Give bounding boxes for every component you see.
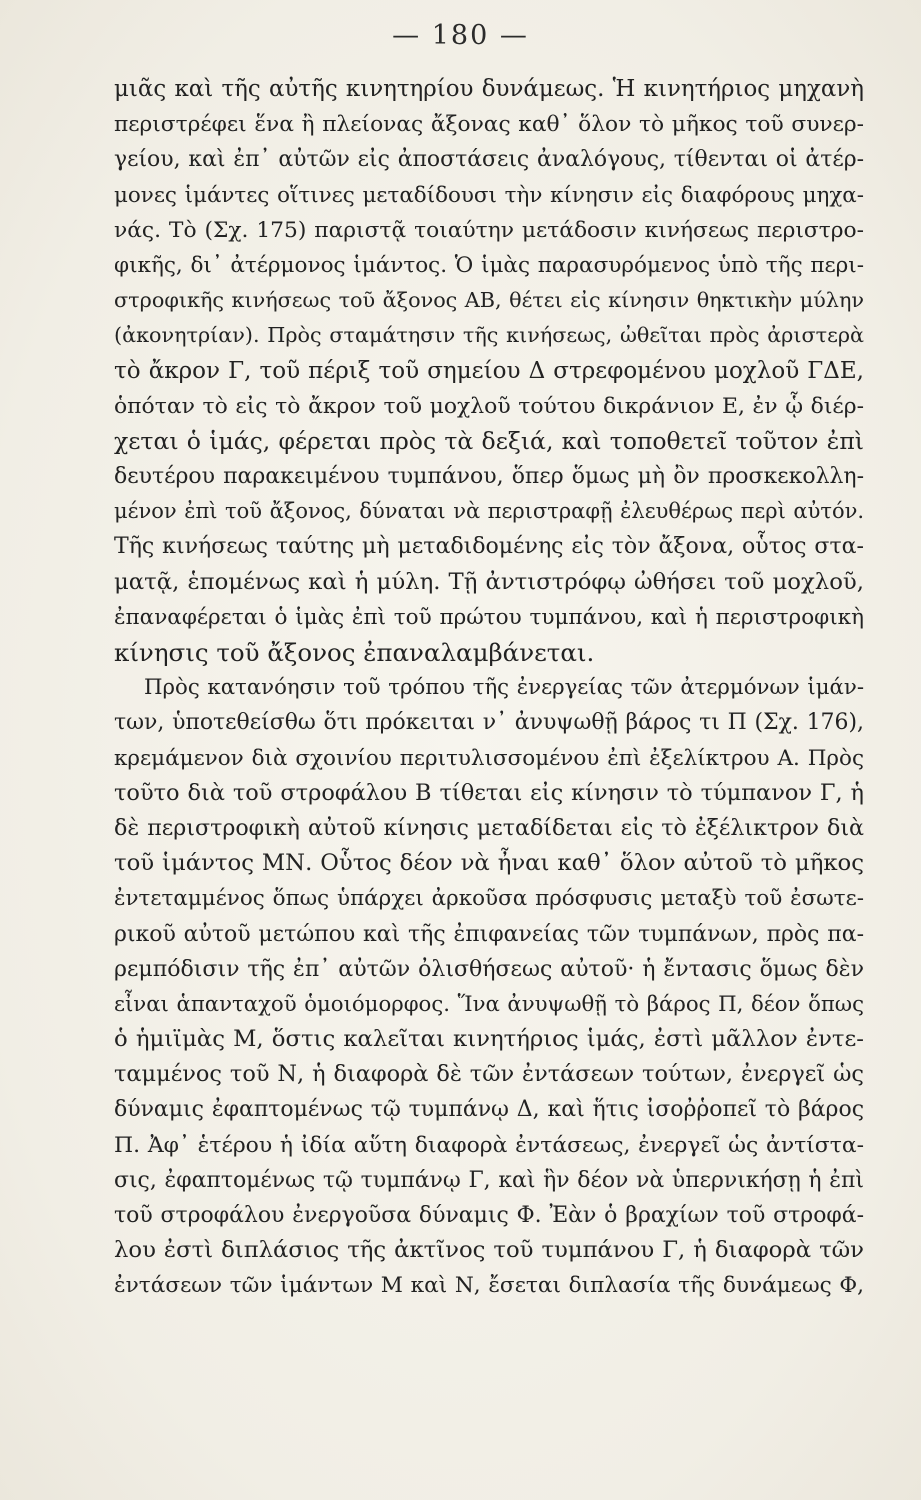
text-line: τοῦ στροφάλου ἐνεργοῦσα δύναμις Φ. Ἐὰν ὁ βραχίων τοῦ στροφά- — [114, 1203, 864, 1228]
text-line: των, ὑποτεθείσθω ὅτι πρόκειται ν᾽ ἀνυψωθῇ βάρος τι Π (Σχ. 176), — [114, 710, 864, 736]
text-line: ἐπαναφέρεται ὁ ἱμὰς ἐπὶ τοῦ πρώτου τυμπάνου, καὶ ἡ περιστροφικὴ — [114, 604, 864, 630]
page-number: — 180 — — [392, 20, 529, 51]
text-line: ρεμπόδισιν τῆς ἐπ᾽ αὐτῶν ὀλισθήσεως αὐτοῦ· ἡ ἔντασις ὅμως δὲν — [114, 956, 864, 982]
text-line: περιστρέφει ἕνα ἢ πλείονας ἄξονας καθ᾽ ὅλον τὸ μῆκος τοῦ συνερ- — [114, 112, 864, 138]
text-line: τὸ ἄκρον Γ, τοῦ πέριξ τοῦ σημείου Δ στρεφομένου μοχλοῦ ΓΔΕ, — [114, 357, 864, 384]
text-line: ταμμένος τοῦ Ν, ἡ διαφορὰ δὲ τῶν ἐντάσεων τούτων, ἐνεργεῖ ὡς — [114, 1061, 864, 1088]
text-line: στροφικῆς κινήσεως τοῦ ἄξονος ΑΒ, θέτει εἰς κίνησιν θηκτικὴν μύλην — [114, 288, 864, 313]
text-line: ὁπόταν τὸ εἰς τὸ ἄκρον τοῦ μοχλοῦ τούτου δικράνιον Ε, ἐν ᾧ διέρ- — [114, 393, 864, 419]
text-line: ματᾷ, ἑπομένως καὶ ἡ μύλη. Τῇ ἀντιστρόφῳ ὠθήσει τοῦ μοχλοῦ, — [114, 568, 864, 595]
text-line: Πρὸς κατανόησιν τοῦ τρόπου τῆς ἐνεργείας τῶν ἀτερμόνων ἱμάν- — [144, 675, 864, 701]
text-line: Τῆς κινήσεως ταύτης μὴ μεταδιδομένης εἰς τὸν ἄξονα, οὗτος στα- — [114, 534, 864, 560]
text-line: δύναμις ἐφαπτομένως τῷ τυμπάνῳ Δ, καὶ ἥτις ἰσοῤῥοπεῖ τὸ βάρος — [114, 1097, 864, 1123]
text-line: νάς. Τὸ (Σχ. 175) παριστᾷ τοιαύτην μετάδοσιν κινήσεως περιστρο- — [114, 217, 864, 243]
text-line: κίνησις τοῦ ἄξονος ἐπαναλαμβάνεται. — [114, 638, 595, 667]
text-line: γείου, καὶ ἐπ᾽ αὐτῶν εἰς ἀποστάσεις ἀναλόγους, τίθενται οἱ ἀτέρ- — [114, 147, 864, 173]
text-line: κρεμάμενον διὰ σχοινίου περιτυλισσομένου ἐπὶ ἐξελίκτρου Α. Πρὸς — [114, 745, 864, 771]
text-line: μονες ἱμάντες οἵτινες μεταδίδουσι τὴν κίνησιν εἰς διαφόρους μηχα- — [114, 182, 864, 208]
text-line: λου ἐστὶ διπλάσιος τῆς ἀκτῖνος τοῦ τυμπάνου Γ, ἡ διαφορὰ τῶν — [114, 1237, 864, 1264]
text-line: (ἀκονητρίαν). Πρὸς σταμάτησιν τῆς κινήσεως, ὠθεῖται πρὸς ἀριστερὰ — [114, 323, 864, 348]
text-line: τοῦ ἱμάντος ΜΝ. Οὗτος δέον νὰ ἦναι καθ᾽ ὅλον αὐτοῦ τὸ μῆκος — [114, 850, 864, 877]
body-text — [114, 72, 864, 1304]
text-line: δὲ περιστροφικὴ αὐτοῦ κίνησις μεταδίδεται εἰς τὸ ἐξέλικτρον διὰ — [114, 814, 864, 841]
text-line: ἐντεταμμένος ὅπως ὑπάρχει ἀρκοῦσα πρόσφυσις μεταξὺ τοῦ ἐσωτε- — [114, 886, 864, 912]
text-line: μένον ἐπὶ τοῦ ἄξονος, δύναται νὰ περιστραφῇ ἐλευθέρως περὶ αὐτόν. — [114, 499, 864, 524]
text-line: φικῆς, δι᾽ ἀτέρμονος ἱμάντος. Ὁ ἱμὰς παρασυρόμενος ὑπὸ τῆς περι- — [114, 252, 864, 278]
text-line: ὁ ἡμιϊμὰς Μ, ὅστις καλεῖται κινητήριος ἱμάς, ἐστὶ μᾶλλον ἐντε- — [114, 1026, 864, 1053]
text-line: χεται ὁ ἱμάς, φέρεται πρὸς τὰ δεξιά, καὶ τοποθετεῖ τοῦτον ἐπὶ — [114, 426, 864, 455]
text-line: δευτέρου παρακειμένου τυμπάνου, ὅπερ ὅμως μὴ ὂν προσκεκολλη- — [114, 464, 864, 490]
text-line: ρικοῦ αὐτοῦ μετώπου καὶ τῆς ἐπιφανείας τῶν τυμπάνων, πρὸς πα- — [114, 921, 864, 947]
text-line: σις, ἐφαπτομένως τῷ τυμπάνῳ Γ, καὶ ἣν δέον νὰ ὑπερνικήσῃ ἡ ἐπὶ — [114, 1167, 864, 1193]
text-line: μιᾶς καὶ τῆς αὐτῆς κινητηρίου δυνάμεως. Ἡ κινητήριος μηχανὴ — [114, 76, 864, 102]
text-line: ἐντάσεων τῶν ἱμάντων Μ καὶ Ν, ἔσεται διπλασία τῆς δυνάμεως Φ, — [114, 1273, 864, 1299]
text-line: τοῦτο διὰ τοῦ στροφάλου Β τίθεται εἰς κίνησιν τὸ τύμπανον Γ, ἡ — [114, 779, 864, 806]
text-line: Π. Ἀφ᾽ ἑτέρου ἡ ἰδία αὕτη διαφορὰ ἐντάσεως, ἐνεργεῖ ὡς ἀντίστα- — [114, 1132, 864, 1158]
text-line: εἶναι ἁπανταχοῦ ὁμοιόμορφος. Ἵνα ἀνυψωθῇ τὸ βάρος Π, δέον ὅπως — [114, 991, 864, 1017]
